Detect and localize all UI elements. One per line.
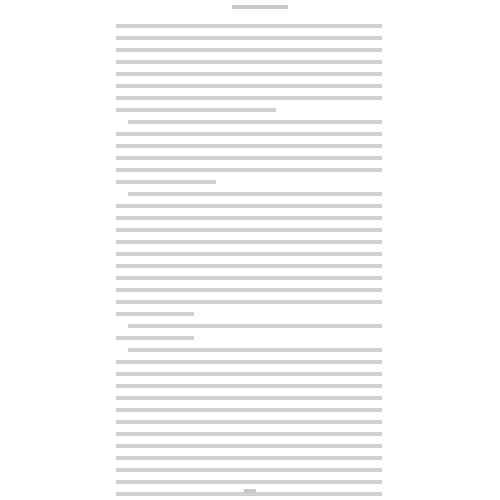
text-line	[116, 176, 382, 188]
running-header	[0, 3, 500, 14]
paragraph-5	[116, 344, 382, 500]
text-line	[116, 128, 382, 140]
text-line	[116, 32, 382, 44]
text-line	[116, 344, 382, 356]
text-line-placeholders	[116, 20, 382, 116]
text-line	[116, 44, 382, 56]
text-line	[116, 260, 382, 272]
text-line-placeholders	[116, 188, 382, 320]
text-line	[116, 212, 382, 224]
text-line	[116, 188, 382, 200]
text-line	[116, 164, 382, 176]
text-line	[116, 272, 382, 284]
text-line	[116, 332, 382, 344]
text-line	[116, 224, 382, 236]
text-line	[116, 248, 382, 260]
text-line	[116, 308, 382, 320]
paragraph-1	[116, 20, 382, 116]
text-line	[116, 368, 382, 380]
text-line	[116, 284, 382, 296]
page-number	[0, 486, 500, 496]
text-line	[116, 452, 382, 464]
paragraph-2	[116, 116, 382, 188]
text-line	[116, 464, 382, 476]
text-line	[116, 92, 382, 104]
text-line	[116, 320, 382, 332]
text-line	[116, 416, 382, 428]
text-line	[116, 104, 382, 116]
text-line	[116, 56, 382, 68]
text-line	[116, 152, 382, 164]
text-line	[116, 80, 382, 92]
text-line	[116, 356, 382, 368]
body-text	[116, 20, 382, 500]
paragraph-4	[116, 320, 382, 344]
text-line	[116, 296, 382, 308]
text-line	[116, 380, 382, 392]
text-line	[116, 428, 382, 440]
text-line	[116, 392, 382, 404]
text-line	[116, 200, 382, 212]
text-line	[116, 68, 382, 80]
text-line	[116, 236, 382, 248]
text-line	[116, 20, 382, 32]
text-line-placeholders	[116, 344, 382, 500]
text-line	[116, 404, 382, 416]
paragraph-3	[116, 188, 382, 320]
text-line	[116, 140, 382, 152]
text-line	[116, 116, 382, 128]
text-line-placeholders	[116, 116, 382, 188]
text-line	[116, 440, 382, 452]
text-line-placeholders	[116, 320, 382, 344]
